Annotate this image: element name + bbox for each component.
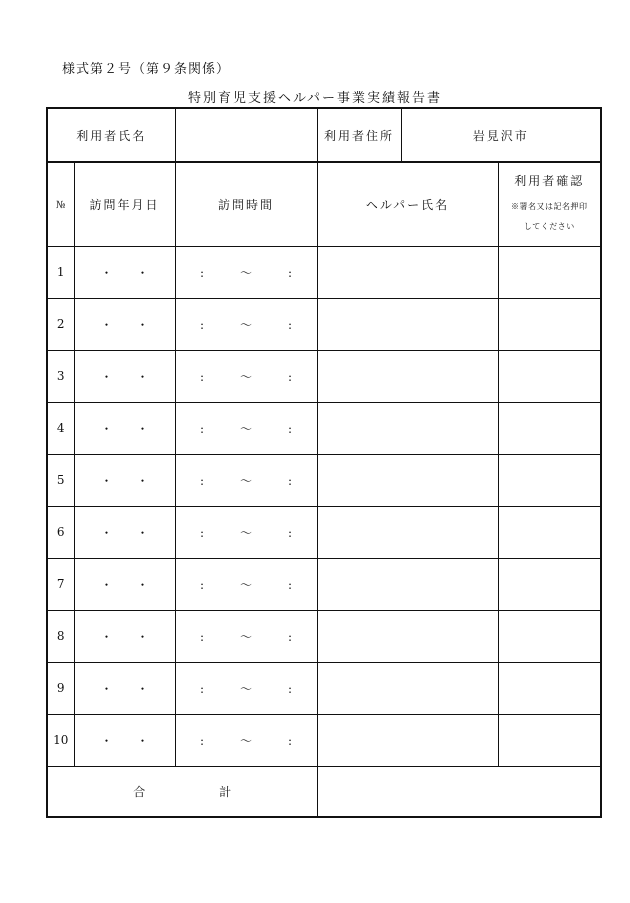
visit-date-field[interactable]	[74, 402, 175, 454]
visit-time-field[interactable]	[175, 506, 317, 558]
helper-name-field[interactable]	[317, 454, 498, 506]
date-separator: ・ ・	[100, 473, 149, 488]
visit-time-field[interactable]	[175, 454, 317, 506]
total-label-right: 計	[219, 784, 232, 799]
time-separator: : ～ :	[199, 681, 293, 696]
total-value-field[interactable]	[317, 766, 601, 817]
total-label-left: 合	[133, 784, 146, 799]
user-confirm-note-2: してください	[523, 221, 575, 231]
visit-date-field[interactable]	[74, 454, 175, 506]
table-row	[47, 454, 601, 506]
user-info-row	[47, 108, 601, 162]
user-address-field[interactable]	[401, 108, 601, 162]
date-separator: ・ ・	[100, 525, 149, 540]
user-address-label-cell	[317, 108, 401, 162]
visit-date-field[interactable]	[74, 246, 175, 298]
visit-time-field[interactable]	[175, 350, 317, 402]
helper-name-field[interactable]	[317, 558, 498, 610]
user-confirm-field[interactable]	[498, 454, 601, 506]
table-row	[47, 298, 601, 350]
user-confirm-title: 利用者確認	[514, 173, 585, 188]
row-number: 7	[47, 558, 74, 610]
row-number: 6	[47, 506, 74, 558]
helper-name-field[interactable]	[317, 610, 498, 662]
time-separator: : ～ :	[199, 473, 293, 488]
helper-name-field[interactable]	[317, 246, 498, 298]
user-confirm-field[interactable]	[498, 662, 601, 714]
visit-date-field[interactable]	[74, 714, 175, 766]
visit-time-field[interactable]	[175, 558, 317, 610]
table-row	[47, 506, 601, 558]
user-confirm-field[interactable]	[498, 402, 601, 454]
time-separator: : ～ :	[199, 369, 293, 384]
helper-name-field[interactable]	[317, 662, 498, 714]
time-separator: : ～ :	[199, 733, 293, 748]
time-separator: : ～ :	[199, 317, 293, 332]
user-address-label: 利用者住所	[324, 128, 395, 143]
visit-date-header	[74, 162, 175, 246]
visit-time-field[interactable]	[175, 714, 317, 766]
time-separator: : ～ :	[199, 629, 293, 644]
helper-name-field[interactable]	[317, 298, 498, 350]
table-row	[47, 714, 601, 766]
table-row	[47, 558, 601, 610]
helper-name-header	[317, 162, 498, 246]
user-name-field[interactable]	[175, 108, 317, 162]
user-address-value: 岩見沢市	[472, 128, 529, 143]
user-confirm-field[interactable]	[498, 246, 601, 298]
helper-name-field[interactable]	[317, 714, 498, 766]
table-row	[47, 402, 601, 454]
visit-date-field[interactable]	[74, 506, 175, 558]
user-confirm-field[interactable]	[498, 298, 601, 350]
row-number: 3	[47, 350, 74, 402]
table-row	[47, 610, 601, 662]
user-confirm-field[interactable]	[498, 714, 601, 766]
no-header	[47, 162, 74, 246]
date-separator: ・ ・	[100, 317, 149, 332]
visit-date-field[interactable]	[74, 298, 175, 350]
visit-time-header-label: 訪問時間	[218, 197, 275, 212]
visit-time-field[interactable]	[175, 610, 317, 662]
user-confirm-field[interactable]	[498, 610, 601, 662]
user-confirm-field[interactable]	[498, 506, 601, 558]
date-separator: ・ ・	[100, 681, 149, 696]
helper-name-field[interactable]	[317, 402, 498, 454]
helper-name-field[interactable]	[317, 506, 498, 558]
date-separator: ・ ・	[100, 421, 149, 436]
total-label-cell	[47, 766, 317, 817]
date-separator: ・ ・	[100, 629, 149, 644]
time-separator: : ～ :	[199, 525, 293, 540]
row-number: 8	[47, 610, 74, 662]
table-row	[47, 662, 601, 714]
table-row	[47, 246, 601, 298]
user-confirm-note-1: ※署名又は記名押印	[511, 201, 588, 211]
date-separator: ・ ・	[100, 577, 149, 592]
form-number: 様式第２号（第９条関係）	[62, 62, 231, 77]
table-row	[47, 350, 601, 402]
row-number: 1	[47, 246, 74, 298]
visit-time-field[interactable]	[175, 662, 317, 714]
date-separator: ・ ・	[100, 733, 149, 748]
visit-time-field[interactable]	[175, 298, 317, 350]
visit-date-field[interactable]	[74, 350, 175, 402]
user-confirm-field[interactable]	[498, 350, 601, 402]
time-separator: : ～ :	[199, 421, 293, 436]
visit-date-field[interactable]	[74, 662, 175, 714]
total-row	[47, 766, 601, 817]
time-separator: : ～ :	[199, 265, 293, 280]
row-number: 10	[47, 714, 74, 766]
user-name-label: 利用者氏名	[76, 128, 147, 143]
user-name-label-cell	[47, 108, 175, 162]
user-confirm-header	[498, 162, 601, 246]
visit-date-field[interactable]	[74, 558, 175, 610]
document-title: 特別育児支援ヘルパー事業実績報告書	[187, 91, 443, 106]
date-separator: ・ ・	[100, 369, 149, 384]
visit-time-field[interactable]	[175, 246, 317, 298]
visit-date-header-label: 訪問年月日	[89, 197, 160, 212]
no-header-label: №	[56, 200, 66, 212]
helper-name-field[interactable]	[317, 350, 498, 402]
helper-name-header-label: ヘルパー氏名	[365, 197, 450, 212]
date-separator: ・ ・	[100, 265, 149, 280]
time-separator: : ～ :	[199, 577, 293, 592]
total-label	[133, 785, 231, 799]
visit-date-field[interactable]	[74, 610, 175, 662]
row-number: 5	[47, 454, 74, 506]
row-number: 9	[47, 662, 74, 714]
visit-time-field[interactable]	[175, 402, 317, 454]
row-number: 2	[47, 298, 74, 350]
user-confirm-field[interactable]	[498, 558, 601, 610]
report-table	[46, 107, 602, 818]
column-header-row	[47, 162, 601, 246]
row-number: 4	[47, 402, 74, 454]
visit-time-header	[175, 162, 317, 246]
